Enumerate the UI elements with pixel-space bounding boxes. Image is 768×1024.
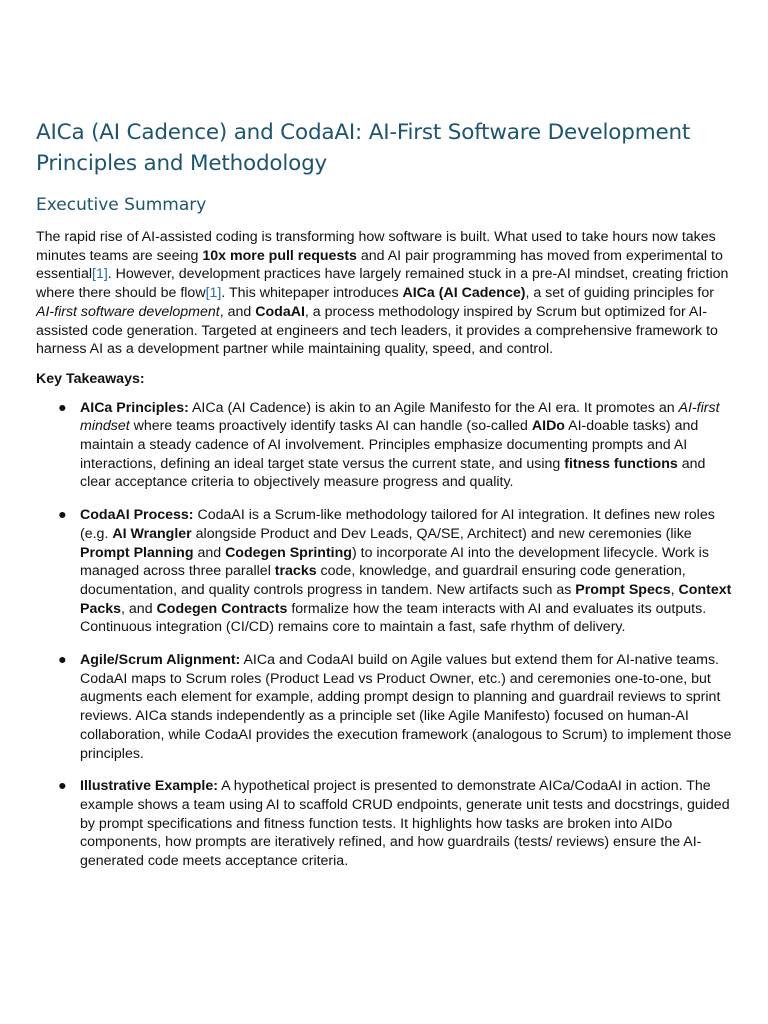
bullet-dot-icon: ● xyxy=(58,399,67,416)
intro-bold-pull-requests: 10x more pull requests xyxy=(202,247,357,264)
bullet-keyword: AI Wrangler xyxy=(112,525,192,542)
intro-italic-ai-first: AI-first software development xyxy=(36,303,220,320)
bullet-lead: AICa Principles: xyxy=(80,399,189,416)
bullet-text: A hypothetical project is presented to demonstrate AICa/CodaAI in action. The example shows a team using AI to scaffold CRUD endpoints, generate unit tests and docstrings, guided by prompt specifications and fitness function tests. It highlights how tasks are broken into AIDo components, how prompts are iteratively refined, and how guardrails (tests/ reviews) ensure the AI-generated code meets acceptance criteria. xyxy=(80,778,730,870)
bullet-keyword: Prompt Specs xyxy=(575,581,671,598)
section-heading-executive-summary: Executive Summary xyxy=(36,195,207,215)
key-takeaways-list xyxy=(36,399,734,871)
bullet-lead: Agile/Scrum Alignment: xyxy=(80,652,241,669)
list-item-aica-principles xyxy=(58,399,734,493)
bullet-lead: CodaAI Process: xyxy=(80,507,194,524)
bullet-keyword: Context Packs xyxy=(80,581,732,617)
bullet-text: AICa and CodaAI build on Agile values but extend them for AI-native teams. CodaAI maps to Scrum roles (Product Lead vs Product Owner, etc.) and ceremonies one-to-one, but augments each element for example, adding prompt design to planning and guardrail reviews to sprint reviews. AICa stands independently as a principle set (like Agile Manifesto) focused on human-AI collaboration, while CodaAI provides the execution framework (analogous to Scrum) to implement those principles. xyxy=(80,652,732,762)
intro-paragraph xyxy=(36,228,734,359)
key-takeaways-label: Key Takeaways: xyxy=(36,370,145,387)
bullet-text: , xyxy=(670,581,679,598)
bullet-text: , and xyxy=(121,600,157,617)
bullet-italic: AI-first mindset xyxy=(80,399,720,435)
list-item-illustrative-example xyxy=(58,777,734,871)
bullet-lead: Illustrative Example: xyxy=(80,778,218,795)
intro-text-4: . This whitepaper introduces xyxy=(221,285,403,302)
intro-bold-codaai: CodaAI xyxy=(255,303,305,320)
intro-text-1: The rapid rise of AI-assisted coding is transforming how software is built. What used to take hours now takes minutes teams are seeing xyxy=(36,229,716,264)
list-item-codaai-process xyxy=(58,506,734,637)
bullet-text: AICa (AI Cadence) is akin to an Agile Manifesto for the AI era. It promotes an xyxy=(188,399,679,416)
intro-bold-aica: AICa (AI Cadence) xyxy=(402,285,526,302)
bullet-text: and clear acceptance criteria to objectively measure progress and quality. xyxy=(80,455,706,491)
citation-link-1[interactable]: [1] xyxy=(92,266,108,283)
bullet-text: AI-doable tasks) and maintain a steady cadence of AI involvement. Principles emphasize documenting prompts and AI interactions, defining an ideal target state versus the current state, and using xyxy=(80,418,699,472)
intro-text-2: and AI pair programming has moved from experimental to essential xyxy=(36,247,723,283)
document-title: AICa (AI Cadence) and CodaAI: AI-First Software Development Principles and Methodology xyxy=(36,120,691,176)
bullet-keyword: Codegen Contracts xyxy=(156,600,288,617)
bullet-text: code, knowledge, and guardrail ensuring code generation, documentation, and quality controls progress in tandem. New artifacts such as xyxy=(80,563,686,598)
bullet-dot-icon: ● xyxy=(58,778,67,795)
bullet-keyword: tracks xyxy=(274,563,317,580)
intro-text-3: . However, development practices have largely remained stuck in a pre-AI mindset, creating friction where there should be flow xyxy=(36,266,729,302)
list-item-agile-scrum-alignment xyxy=(58,651,734,763)
intro-text-7: , a process methodology inspired by Scrum but optimized for AI-assisted code generation. Targeted at engineers and tech leaders, it provides a comprehensive framework to harness AI as a development partner while maintaining quality, speed, and control. xyxy=(36,303,718,358)
bullet-text: and xyxy=(193,544,226,561)
bullet-text: where teams proactively identify tasks AI can handle (so-called xyxy=(129,418,532,435)
bullet-keyword: Prompt Planning xyxy=(80,544,194,561)
bullet-dot-icon: ● xyxy=(58,652,67,669)
intro-text-5: , a set of guiding principles for xyxy=(525,285,714,302)
bullet-keyword: fitness functions xyxy=(564,455,678,472)
bullet-text: formalize how the team interacts with AI and evaluates its outputs. Continuous integration (CI/CD) remains core to maintain a fast, safe rhythm of delivery. xyxy=(80,600,707,636)
citation-link-2[interactable]: [1] xyxy=(205,285,222,302)
bullet-keyword: AIDo xyxy=(531,418,565,435)
bullet-dot-icon: ● xyxy=(58,507,67,524)
intro-text-6: , and xyxy=(219,303,256,320)
bullet-text: ) to incorporate AI into the development lifecycle. Work is managed across three parallel xyxy=(80,544,709,580)
bullet-text: alongside Product and Dev Leads, QA/SE, Architect) and new ceremonies (like xyxy=(191,525,692,542)
bullet-text: CodaAI is a Scrum-like methodology tailored for AI integration. It defines new roles (e.g. xyxy=(80,507,715,542)
bullet-keyword: Codegen Sprinting xyxy=(225,544,352,561)
